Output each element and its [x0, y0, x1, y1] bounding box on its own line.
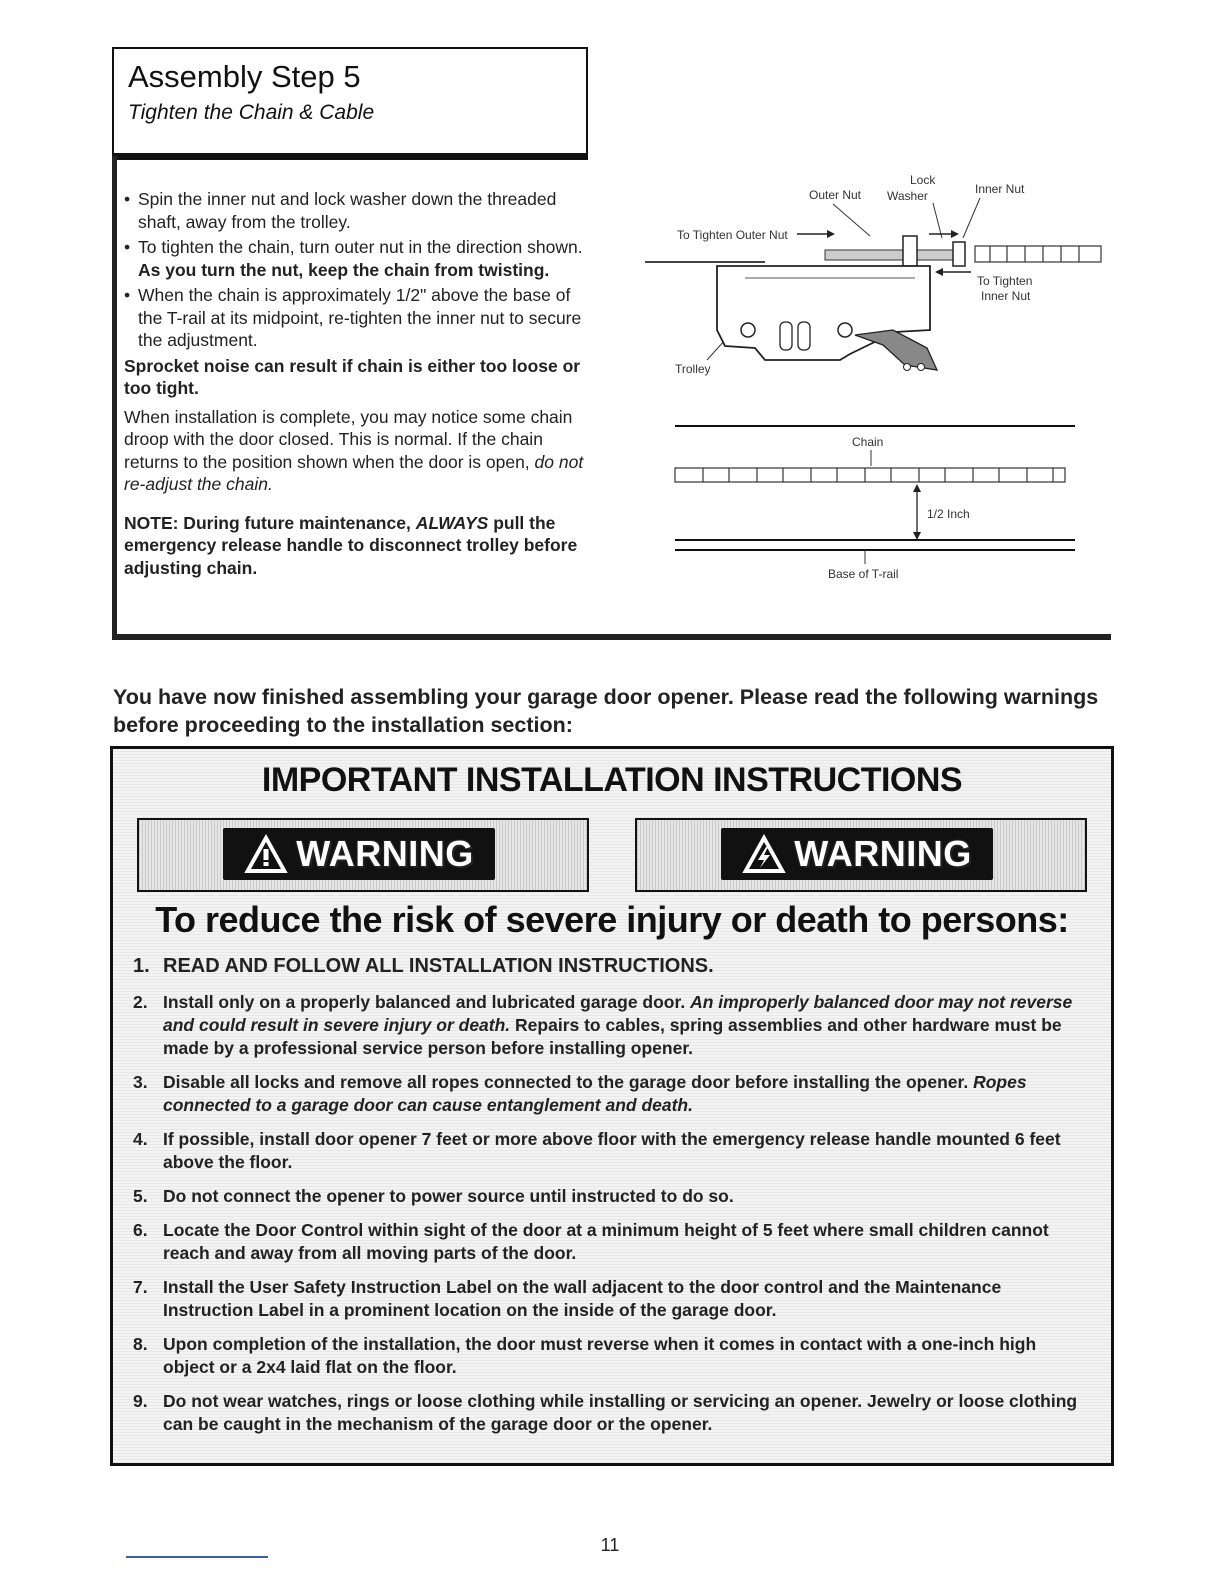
inner-nut-label: Inner Nut: [975, 182, 1025, 196]
leader-trolley: [707, 340, 725, 360]
bullet-text: Spin the inner nut and lock washer down the threaded shaft, away from the trolley.: [138, 189, 557, 232]
instruction-item: [133, 1219, 1083, 1265]
lever-hole-1: [904, 364, 911, 371]
chain-label: Chain: [852, 435, 884, 449]
release-lever: [855, 330, 937, 370]
leader-outer-nut: [833, 204, 870, 236]
item-text: Install only on a properly balanced and lubricated garage door.: [163, 992, 686, 1012]
item-text: Upon completion of the installation, the door must reverse when it comes in contact with a one-inch high object or a 2x4 laid flat on the floor.: [163, 1334, 1037, 1377]
instruction-item: [133, 1276, 1083, 1322]
item-text: Install the User Safety Instruction Label on the wall adjacent to the door control and the Maintenance Instruction Label in a prominent location on the inside of the garage door.: [163, 1277, 1002, 1320]
page-number: 11: [600, 1535, 620, 1555]
item-number: 2.: [133, 992, 148, 1012]
note-suffix: pull the emergency release handle to disconnect trolley before adjusting chain.: [124, 512, 578, 578]
item-number: 8.: [133, 1334, 148, 1354]
sprocket-noise-note: Sprocket noise can result if chain is either too loose or too tight.: [124, 355, 581, 398]
chain-segment: [975, 246, 1101, 262]
bullet-retighten: [124, 284, 589, 352]
arrowhead-inner-nut: [935, 268, 943, 276]
arrowhead-lock-washer: [951, 230, 959, 238]
bullet-dot: •: [124, 285, 131, 305]
instruction-item: [133, 991, 1083, 1060]
instruction-item: [133, 1185, 1083, 1208]
instruction-item: [133, 1128, 1083, 1174]
trolley-bolt-left: [741, 323, 755, 337]
maintenance-note: [124, 512, 589, 580]
item-text: Do not connect the opener to power source until instructed to do so.: [163, 1186, 734, 1206]
bullet-tighten-chain: [124, 236, 589, 281]
chain-links: [675, 468, 1065, 482]
trolley-bolt-right: [838, 323, 852, 337]
item-number: 5.: [133, 1186, 148, 1206]
instruction-item: [133, 1390, 1083, 1436]
base-of-t-rail-label: Base of T-rail: [828, 567, 899, 581]
warning-triangle-icon: [244, 834, 288, 874]
item-number: 9.: [133, 1391, 148, 1411]
electric-shock-warning-icon: [742, 834, 786, 874]
threaded-shaft: [825, 250, 965, 260]
item-text: Disable all locks and remove all ropes connected to the garage door before installing the opener.: [163, 1072, 969, 1092]
important-instructions-box: [110, 746, 1114, 1466]
inner-nut: [953, 242, 965, 266]
step-bottom-border: [112, 634, 1111, 640]
warning-label: [223, 830, 495, 878]
step-title: Assembly Step 5: [128, 59, 361, 94]
trolley-slot-left: [780, 322, 792, 350]
item-italic: An improperly balanced door may not reverse and could result in severe injury or death.: [163, 992, 1073, 1035]
trolley-slot-right: [798, 322, 810, 350]
step-subtitle: Tighten the Chain & Cable: [128, 101, 375, 124]
bullet-text: To tighten the chain, turn outer nut in the direction shown.: [138, 237, 583, 257]
instruction-list: [133, 953, 1083, 1447]
bullet-text: When the chain is approximately 1/2" above the base of the T-rail at its midpoint, re-tighten the inner nut to secure the adjustment.: [138, 285, 582, 350]
item-text-post: Repairs to cables, spring assemblies and other hardware must be made by a professional service person before installing opener.: [163, 1015, 1062, 1058]
tighten-outer-label: To Tighten Outer Nut: [677, 228, 788, 242]
leader-inner-nut: [963, 198, 980, 238]
step-left-border: [112, 156, 117, 640]
trolley-label: Trolley: [675, 362, 711, 376]
tighten-inner-label-2: Inner Nut: [981, 289, 1031, 303]
summary-text: You have now finished assembling your garage door opener. Please read the following warnings before proceeding to the installation section:: [113, 685, 1099, 737]
item-italic: Ropes connected to a garage door can cause entanglement and death.: [163, 1072, 1027, 1115]
outer-nut: [903, 236, 917, 266]
warning-banner-right: [635, 818, 1087, 892]
step-header: [112, 47, 588, 160]
arrowhead-outer-nut: [827, 230, 835, 238]
item-text: Do not wear watches, rings or loose clothing while installing or servicing an opener. Jewelry or loose clothing can be caught in the mechanism of the garage door or the opener.: [163, 1391, 1078, 1434]
bullet-bold-text: As you turn the nut, keep the chain from twisting.: [138, 259, 550, 280]
warning-word-right: WARNING: [794, 833, 972, 874]
lock-label: Lock: [910, 173, 936, 187]
item-text: READ AND FOLLOW ALL INSTALLATION INSTRUCTIONS.: [163, 955, 714, 977]
item-text: If possible, install door opener 7 feet or more above floor with the emergency release handle mounted 6 feet above the floor.: [163, 1129, 1061, 1172]
washer-label: Washer: [887, 189, 928, 203]
bullet-spin-inner-nut: [124, 188, 589, 233]
warning-word-left: WARNING: [296, 833, 474, 874]
important-title: IMPORTANT INSTALLATION INSTRUCTIONS: [261, 761, 963, 799]
reduce-risk-headline: To reduce the risk of severe injury or death to persons:: [155, 899, 1069, 940]
dim-arrow-bottom: [913, 532, 921, 540]
leader-lock-washer: [933, 203, 942, 238]
lever-hole-2: [918, 364, 925, 371]
note-always: ALWAYS: [415, 512, 489, 533]
bullet-dot: •: [124, 189, 131, 209]
outer-nut-label: Outer Nut: [809, 188, 862, 202]
item-number: 1.: [133, 955, 150, 977]
half-inch-label: 1/2 Inch: [927, 507, 970, 521]
completion-paragraph: [124, 406, 589, 496]
instruction-item: [133, 953, 1083, 979]
completion-text: When installation is complete, you may notice some chain droop with the door closed. This is normal. If the chain returns to the position shown when the door is open,: [124, 406, 573, 472]
item-number: 4.: [133, 1129, 148, 1149]
footer-rule: [126, 1556, 268, 1558]
item-number: 7.: [133, 1277, 148, 1297]
instruction-item: [133, 1333, 1083, 1379]
chain-diagram: [645, 418, 1105, 593]
item-number: 6.: [133, 1220, 148, 1240]
instruction-item: [133, 1071, 1083, 1117]
trolley-diagram: [645, 170, 1105, 390]
item-text: Locate the Door Control within sight of the door at a minimum height of 5 feet where small children cannot reach and away from all moving parts of the door.: [163, 1220, 1049, 1263]
warning-label: [721, 830, 993, 878]
note-prefix: NOTE: During future maintenance,: [124, 512, 411, 533]
item-number: 3.: [133, 1072, 148, 1092]
tighten-inner-label-1: To Tighten: [977, 274, 1033, 288]
step-instructions: [124, 188, 589, 579]
completion-italic: do not re-adjust the chain.: [124, 451, 584, 494]
dim-arrow-top: [913, 484, 921, 492]
bullet-dot: •: [124, 237, 131, 257]
warning-banner-left: [137, 818, 589, 892]
